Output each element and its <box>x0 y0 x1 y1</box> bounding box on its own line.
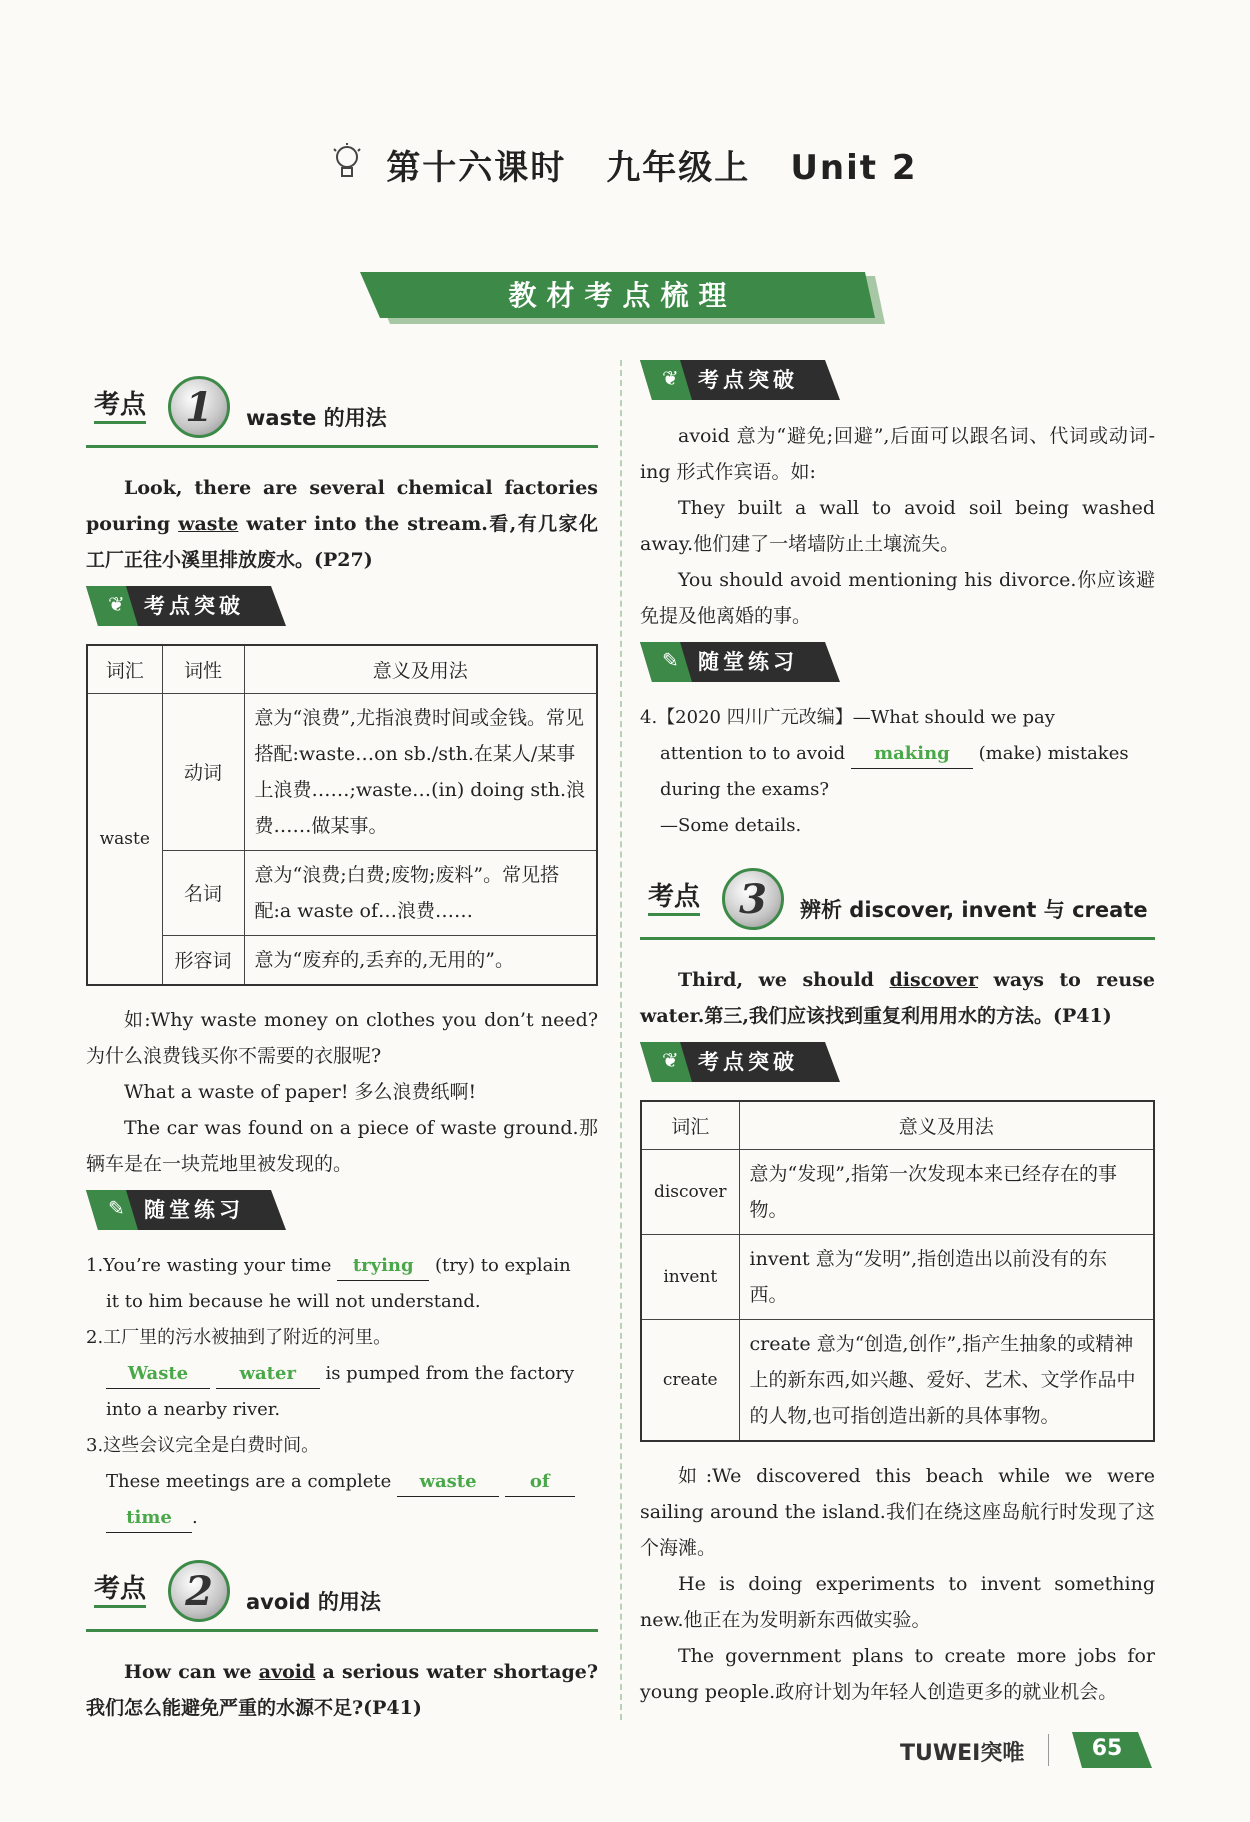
example: He is doing experiments to invent something new.他正在为发明新东西做实验。 <box>640 1572 1155 1631</box>
page-number: 65 <box>1091 1736 1123 1761</box>
source-sentence: How can we avoid a serious water shortage? 我们怎么能避免严重的水源不足?(P41) <box>86 1660 598 1719</box>
table-header: 词汇 <box>87 645 162 693</box>
answer-blank: trying <box>337 1252 429 1281</box>
kaodian-2-header <box>86 1554 598 1632</box>
kaodian-label: 考点 <box>648 876 700 916</box>
table-meaning: create 意为“创造,创作”,指产生抽象的或精神上的新东西,如兴趣、爱好、艺术、文学作品中的人物,也可指创造出新的具体事物。 <box>739 1319 1154 1441</box>
table-header: 词性 <box>162 645 244 693</box>
kaodian-1-header <box>86 370 598 448</box>
exercise-q2: 2.工厂里的污水被抽到了附近的河里。 <box>86 1326 392 1348</box>
example: The car was found on a piece of waste ground.那辆车是在一块荒地里被发现的。 <box>86 1116 598 1175</box>
pen-icon: ✎ <box>108 1195 125 1220</box>
table-header: 意义及用法 <box>244 645 597 693</box>
kaodian-number: 1 <box>168 376 230 438</box>
exercises-1: 1.You’re wasting your time trying (try) to explain it to him because he will not understand. 2.工厂里的污水被抽到了附近的河里。 Waste water is pumped from the factory into a nearby river. 3.这些会议完全是白费时间。 These meetings are a complete waste of time . <box>86 1248 598 1536</box>
source-sentence: Third, we should discover ways to reuse water.第三,我们应该找到重复利用用水的方法。(P41) <box>640 969 1155 1027</box>
table-meaning: 意为“发现”,指第一次发现本来已经存在的事物。 <box>739 1149 1154 1234</box>
table-pos: 动词 <box>162 693 244 850</box>
kaodian-3-header <box>640 862 1155 940</box>
lightbulb-icon <box>332 143 362 183</box>
table-pos: 形容词 <box>162 935 244 985</box>
exercise-q1: 1.You’re wasting your time trying (try) to explain <box>86 1248 598 1284</box>
title-lesson: 第十六课时 <box>386 148 567 188</box>
kaodian-label: 考点 <box>94 1568 146 1608</box>
answer-blank: waste <box>397 1468 499 1497</box>
brain-icon: ❦ <box>108 592 125 616</box>
brain-icon: ❦ <box>662 1048 679 1072</box>
title-grade: 九年级上 <box>606 148 751 188</box>
brand-logo: TUWEI突唯 <box>900 1741 1025 1766</box>
example: 如:Why waste money on clothes you don’t need?为什么浪费钱买你不需要的衣服呢? <box>86 1008 598 1067</box>
table-meaning: 意为“浪费;白费;废物;废料”。常见搭配:a waste of…浪费…… <box>244 850 597 935</box>
answer-blank: time <box>106 1504 192 1533</box>
tupo-tag: ❦ 考点突破 <box>640 360 840 400</box>
discover-invent-create-table <box>640 1100 1155 1442</box>
table-header: 词汇 <box>641 1101 739 1149</box>
page-title <box>0 140 1250 189</box>
kaodian-title: avoid 的用法 <box>246 1589 381 1614</box>
lianxi-tag: ✎ 随堂练习 <box>640 642 840 682</box>
page-footer <box>900 1730 1160 1770</box>
lianxi-tag: ✎ 随堂练习 <box>86 1190 286 1230</box>
pen-icon: ✎ <box>662 648 679 672</box>
answer-blank: Waste <box>106 1360 210 1389</box>
example: They built a wall to avoid soil being washed away.他们建了一堵墙防止土壤流失。 <box>640 497 1155 555</box>
footer-separator <box>1048 1734 1049 1766</box>
column-divider <box>620 360 622 1720</box>
table-word: invent <box>641 1234 739 1319</box>
table-meaning: 意为“浪费”,尤指浪费时间或金钱。常见搭配:waste…on sb./sth.在某人/某事上浪费……;waste…(in) doing sth.浪费……做某事。 <box>244 693 597 850</box>
table-word: discover <box>641 1149 739 1234</box>
table-word: waste <box>87 693 162 985</box>
tupo-tag: ❦ 考点突破 <box>640 1042 840 1082</box>
right-column <box>640 360 1155 1710</box>
kaodian-label: 考点 <box>94 384 146 424</box>
exercise-q4: 4.【2020 四川广元改编】—What should we pay attention to to avoid making (make) mistakes during the exams? —Some details. <box>640 707 1129 836</box>
section-banner <box>360 272 885 324</box>
answer-blank: water <box>216 1360 320 1389</box>
source-sentence: Look, there are several chemical factories pouring waste water into the stream.看,有几家化工厂正往小溪里排放废水。(P27) <box>86 477 598 571</box>
kaodian-number: 2 <box>168 1560 230 1622</box>
table-meaning: 意为“废弃的,丢弃的,无用的”。 <box>244 935 597 985</box>
example: What a waste of paper! 多么浪费纸啊! <box>124 1080 477 1103</box>
table-pos: 名词 <box>162 850 244 935</box>
example: 如:We discovered this beach while we were sailing around the island.我们在绕这座岛航行时发现了这个海滩。 <box>640 1464 1155 1559</box>
left-column <box>86 370 598 1726</box>
banner-text: 教材考点梳理 <box>508 279 737 312</box>
example: The government plans to create more jobs for young people.政府计划为年轻人创造更多的就业机会。 <box>640 1644 1155 1703</box>
tupo-tag: ❦ 考点突破 <box>86 586 286 626</box>
kaodian-title: 辨析 discover, invent 与 create <box>800 898 1148 922</box>
brain-icon: ❦ <box>662 366 679 390</box>
example: You should avoid mentioning his divorce.你应该避免提及他离婚的事。 <box>640 569 1155 627</box>
answer-blank: of <box>505 1468 575 1497</box>
answer-blank: making <box>851 740 973 769</box>
table-word: create <box>641 1319 739 1441</box>
kaodian-title: waste 的用法 <box>246 406 387 430</box>
explain: avoid 意为“避免;回避”,后面可以跟名词、代词或动词-ing 形式作宾语。如: <box>640 425 1155 483</box>
exercise-q3: 3.这些会议完全是白费时间。 <box>86 1434 320 1456</box>
title-unit: Unit 2 <box>790 148 918 188</box>
table-header: 意义及用法 <box>739 1101 1154 1149</box>
waste-usage-table <box>86 644 598 986</box>
kaodian-number: 3 <box>722 868 784 930</box>
table-meaning: invent 意为“发明”,指创造出以前没有的东西。 <box>739 1234 1154 1319</box>
